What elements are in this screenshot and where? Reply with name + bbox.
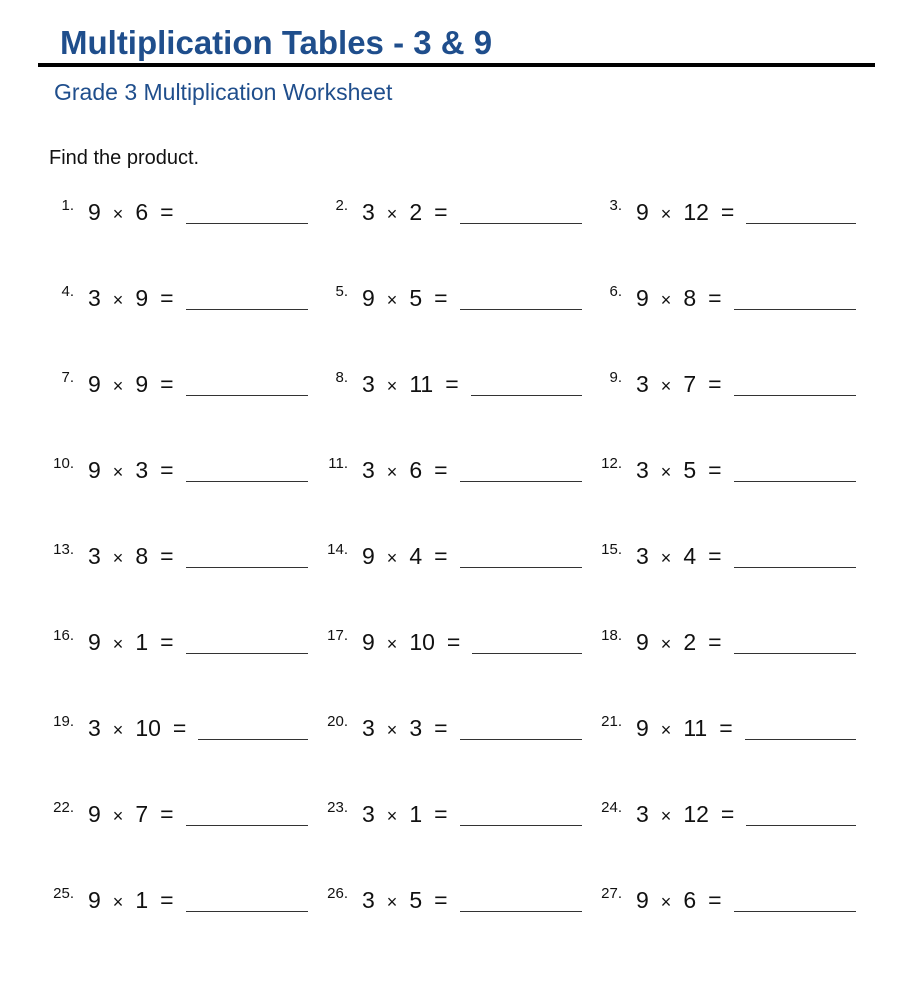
problem-item <box>48 186 308 226</box>
problem-item <box>322 702 582 742</box>
equals-sign: = <box>708 629 722 655</box>
factor-b: 8 <box>683 285 697 311</box>
factor-b: 3 <box>409 715 423 741</box>
factor-a: 9 <box>88 887 101 913</box>
problem-item <box>48 874 308 914</box>
factor-a: 3 <box>636 543 649 569</box>
problem-number: 12. <box>601 455 622 472</box>
factor-a: 9 <box>636 887 649 913</box>
equals-sign: = <box>434 543 448 569</box>
times-sign: × <box>386 634 398 654</box>
factor-a: 3 <box>362 371 375 397</box>
times-sign: × <box>386 376 398 396</box>
problem-number: 14. <box>327 541 348 558</box>
factor-a: 9 <box>362 543 375 569</box>
answer-blank[interactable] <box>734 566 856 568</box>
times-sign: × <box>386 204 398 224</box>
problem-expression <box>636 715 743 742</box>
times-sign: × <box>386 720 398 740</box>
problem-expression <box>362 629 470 656</box>
answer-blank[interactable] <box>186 394 308 396</box>
equals-sign: = <box>434 801 448 827</box>
factor-a: 9 <box>362 629 375 655</box>
equals-sign: = <box>708 543 722 569</box>
worksheet-title: Multiplication Tables - 3 & 9 <box>60 24 493 61</box>
factor-a: 3 <box>88 715 101 741</box>
problem-expression <box>362 371 469 398</box>
problem-item <box>322 358 582 398</box>
answer-blank[interactable] <box>460 308 582 310</box>
factor-a: 3 <box>362 457 375 483</box>
problem-number: 13. <box>53 541 74 558</box>
problem-item <box>596 272 856 312</box>
factor-b: 5 <box>409 887 423 913</box>
factor-a: 9 <box>362 285 375 311</box>
times-sign: × <box>386 806 398 826</box>
equals-sign: = <box>720 199 735 225</box>
problem-expression <box>88 715 196 742</box>
equals-sign: = <box>160 887 174 913</box>
times-sign: × <box>660 204 672 224</box>
times-sign: × <box>660 290 672 310</box>
times-sign: × <box>660 806 672 826</box>
problem-item <box>48 530 308 570</box>
equals-sign: = <box>160 457 174 483</box>
factor-b: 12 <box>683 801 709 827</box>
equals-sign: = <box>434 715 448 741</box>
problem-item <box>48 702 308 742</box>
problem-number: 5. <box>335 283 348 300</box>
problem-number: 10. <box>53 455 74 472</box>
problem-expression <box>636 199 744 226</box>
answer-blank[interactable] <box>734 308 856 310</box>
factor-b: 2 <box>683 629 697 655</box>
equals-sign: = <box>720 801 735 827</box>
factor-a: 3 <box>88 285 101 311</box>
problem-item <box>322 444 582 484</box>
problem-expression <box>88 629 184 656</box>
times-sign: × <box>112 548 124 568</box>
problem-item <box>322 186 582 226</box>
factor-b: 5 <box>409 285 423 311</box>
problem-number: 23. <box>327 799 348 816</box>
equals-sign: = <box>719 715 733 741</box>
problem-item <box>48 444 308 484</box>
answer-blank[interactable] <box>734 394 856 396</box>
answer-blank[interactable] <box>186 222 308 224</box>
problem-number: 16. <box>53 627 74 644</box>
equals-sign: = <box>172 715 187 741</box>
answer-blank[interactable] <box>460 222 582 224</box>
factor-b: 1 <box>135 887 149 913</box>
factor-a: 9 <box>636 629 649 655</box>
problem-item <box>596 788 856 828</box>
factor-a: 9 <box>636 199 649 225</box>
problem-number: 24. <box>601 799 622 816</box>
problem-expression <box>88 801 184 828</box>
instructions: Find the product. <box>49 147 200 169</box>
factor-a: 9 <box>636 715 649 741</box>
problem-expression <box>362 285 458 312</box>
factor-b: 2 <box>409 199 423 225</box>
problem-expression <box>362 887 458 914</box>
factor-b: 11 <box>683 715 708 741</box>
factor-b: 5 <box>683 457 697 483</box>
problem-item <box>322 272 582 312</box>
answer-blank[interactable] <box>186 824 308 826</box>
answer-blank[interactable] <box>186 910 308 912</box>
times-sign: × <box>660 720 672 740</box>
times-sign: × <box>386 892 398 912</box>
factor-b: 12 <box>683 199 709 225</box>
problem-number: 15. <box>601 541 622 558</box>
problem-number: 21. <box>601 713 622 730</box>
factor-a: 9 <box>636 285 649 311</box>
answer-blank[interactable] <box>460 738 582 740</box>
factor-a: 3 <box>88 543 101 569</box>
factor-b: 6 <box>683 887 697 913</box>
factor-a: 9 <box>88 629 101 655</box>
problem-number: 7. <box>61 369 74 386</box>
factor-b: 4 <box>409 543 423 569</box>
times-sign: × <box>112 462 124 482</box>
factor-b: 7 <box>135 801 149 827</box>
problem-expression <box>636 543 732 570</box>
times-sign: × <box>112 634 124 654</box>
factor-b: 9 <box>135 285 149 311</box>
problem-item <box>48 788 308 828</box>
answer-blank[interactable] <box>460 566 582 568</box>
answer-blank[interactable] <box>746 824 856 826</box>
problem-number: 1. <box>61 197 74 214</box>
equals-sign: = <box>445 371 459 397</box>
factor-b: 11 <box>409 371 434 397</box>
equals-sign: = <box>160 543 174 569</box>
answer-blank[interactable] <box>186 566 308 568</box>
answer-blank[interactable] <box>734 652 856 654</box>
equals-sign: = <box>708 457 722 483</box>
answer-blank[interactable] <box>460 824 582 826</box>
times-sign: × <box>386 462 398 482</box>
problem-number: 17. <box>327 627 348 644</box>
problem-item <box>596 444 856 484</box>
equals-sign: = <box>708 887 722 913</box>
factor-a: 9 <box>88 199 101 225</box>
answer-blank[interactable] <box>198 738 308 740</box>
equals-sign: = <box>434 887 448 913</box>
problem-item <box>596 186 856 226</box>
problem-expression <box>88 199 184 226</box>
answer-blank[interactable] <box>186 308 308 310</box>
times-sign: × <box>660 892 672 912</box>
times-sign: × <box>660 634 672 654</box>
factor-a: 9 <box>88 457 101 483</box>
problem-item <box>322 530 582 570</box>
answer-blank[interactable] <box>460 910 582 912</box>
equals-sign: = <box>434 285 448 311</box>
problem-expression <box>636 371 732 398</box>
factor-a: 9 <box>88 371 101 397</box>
problem-number: 22. <box>53 799 74 816</box>
times-sign: × <box>112 204 124 224</box>
times-sign: × <box>660 548 672 568</box>
factor-b: 8 <box>135 543 149 569</box>
problem-number: 27. <box>601 885 622 902</box>
problem-number: 4. <box>61 283 74 300</box>
times-sign: × <box>112 806 124 826</box>
problem-number: 2. <box>335 197 348 214</box>
times-sign: × <box>112 376 124 396</box>
problem-item <box>322 616 582 656</box>
times-sign: × <box>386 290 398 310</box>
problem-number: 3. <box>609 197 622 214</box>
problem-item <box>596 874 856 914</box>
equals-sign: = <box>160 629 174 655</box>
factor-b: 9 <box>135 371 149 397</box>
factor-a: 3 <box>362 887 375 913</box>
equals-sign: = <box>434 199 448 225</box>
problem-item <box>48 272 308 312</box>
problem-expression <box>636 457 732 484</box>
factor-a: 3 <box>362 715 375 741</box>
answer-blank[interactable] <box>460 480 582 482</box>
equals-sign: = <box>160 371 174 397</box>
problem-expression <box>636 801 744 828</box>
factor-a: 3 <box>636 457 649 483</box>
problem-expression <box>362 199 458 226</box>
equals-sign: = <box>160 285 174 311</box>
problem-expression <box>636 629 732 656</box>
problem-expression <box>88 457 184 484</box>
factor-b: 1 <box>409 801 423 827</box>
factor-b: 4 <box>683 543 697 569</box>
factor-b: 10 <box>409 629 435 655</box>
problem-number: 19. <box>53 713 74 730</box>
answer-blank[interactable] <box>734 480 856 482</box>
factor-b: 10 <box>135 715 161 741</box>
equals-sign: = <box>434 457 448 483</box>
problem-expression <box>636 285 732 312</box>
problem-item <box>596 358 856 398</box>
answer-blank[interactable] <box>734 910 856 912</box>
times-sign: × <box>660 376 672 396</box>
answer-blank[interactable] <box>746 222 856 224</box>
problem-expression <box>362 801 458 828</box>
equals-sign: = <box>446 629 461 655</box>
factor-a: 3 <box>636 371 649 397</box>
factor-b: 6 <box>409 457 423 483</box>
factor-a: 3 <box>362 801 375 827</box>
problem-item <box>322 788 582 828</box>
factor-b: 1 <box>135 629 149 655</box>
factor-a: 9 <box>88 801 101 827</box>
problem-expression <box>362 457 458 484</box>
factor-b: 6 <box>135 199 149 225</box>
problem-number: 6. <box>609 283 622 300</box>
equals-sign: = <box>708 285 722 311</box>
worksheet-subtitle: Grade 3 Multiplication Worksheet <box>54 79 393 105</box>
times-sign: × <box>660 462 672 482</box>
problem-item <box>596 616 856 656</box>
problem-number: 8. <box>335 369 348 386</box>
times-sign: × <box>112 290 124 310</box>
factor-a: 3 <box>362 199 375 225</box>
problem-item <box>48 358 308 398</box>
problem-item <box>322 874 582 914</box>
answer-blank[interactable] <box>186 480 308 482</box>
answer-blank[interactable] <box>472 652 582 654</box>
times-sign: × <box>112 892 124 912</box>
answer-blank[interactable] <box>471 394 582 396</box>
equals-sign: = <box>160 199 174 225</box>
answer-blank[interactable] <box>186 652 308 654</box>
factor-b: 3 <box>135 457 149 483</box>
problem-expression <box>88 887 184 914</box>
problem-expression <box>88 285 184 312</box>
times-sign: × <box>112 720 124 740</box>
factor-a: 3 <box>636 801 649 827</box>
problem-item <box>596 702 856 742</box>
problem-expression <box>88 371 184 398</box>
problem-number: 20. <box>327 713 348 730</box>
problem-number: 11. <box>328 455 348 472</box>
problem-expression <box>88 543 184 570</box>
equals-sign: = <box>708 371 722 397</box>
problem-number: 25. <box>53 885 74 902</box>
problem-number: 9. <box>609 369 622 386</box>
problem-number: 26. <box>327 885 348 902</box>
factor-b: 7 <box>683 371 697 397</box>
problem-expression <box>362 543 458 570</box>
problem-expression <box>362 715 458 742</box>
problem-item <box>596 530 856 570</box>
times-sign: × <box>386 548 398 568</box>
equals-sign: = <box>160 801 174 827</box>
problem-number: 18. <box>601 627 622 644</box>
problem-expression <box>636 887 732 914</box>
problem-item <box>48 616 308 656</box>
answer-blank[interactable] <box>745 738 856 740</box>
